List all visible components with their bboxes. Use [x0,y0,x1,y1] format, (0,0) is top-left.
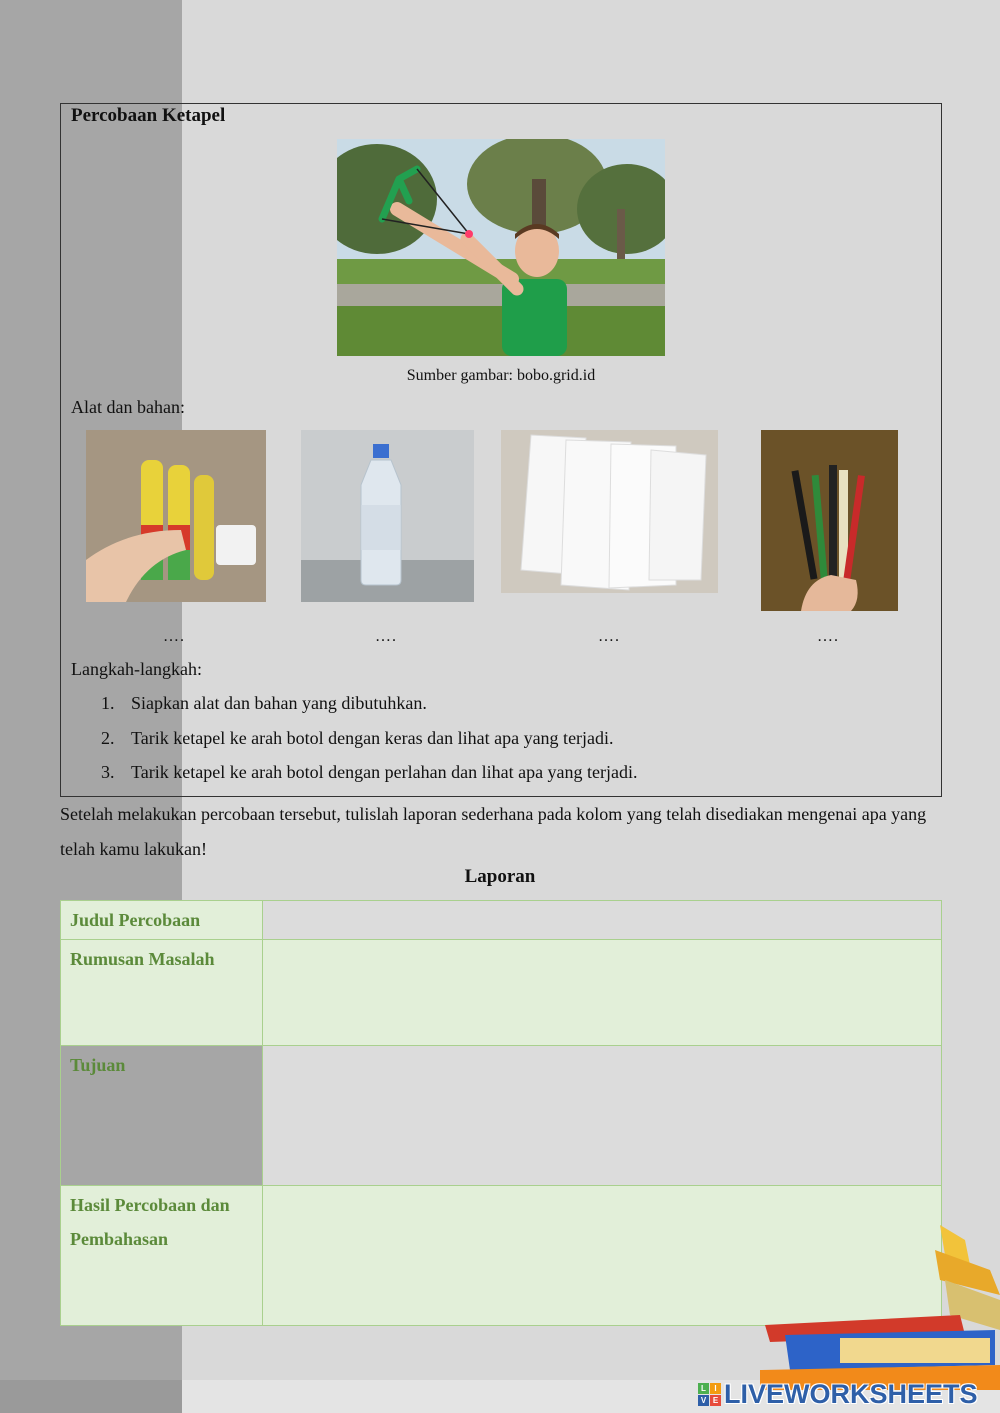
liveworksheets-text: LIVEWORKSHEETS [724,1378,978,1409]
tool-blank-4: …. [817,628,839,645]
instruction-text: Setelah melakukan percobaan tersebut, tulislah laporan sederhana pada kolom yang telah disediakan mengenai apa yang telah kamu lakukan! [60,804,927,859]
row-label-judul: Judul Percobaan [61,901,263,940]
answer-field-rumusan[interactable] [263,940,942,1046]
step-item [101,728,614,749]
step-number: 2. [101,728,115,748]
table-row [61,901,942,940]
step-item [101,762,638,783]
row-label-hasil: Hasil Percobaan dan Pembahasan [61,1186,263,1326]
table-row [61,1046,942,1186]
pens-photo [761,430,898,611]
bottom-gray-strip [0,1380,182,1413]
slingshots-photo [86,430,266,602]
step-item [101,693,427,714]
liveworksheets-logo [698,1378,978,1410]
paper-sheets-photo [501,430,718,593]
step-text: Tarik ketapel ke arah botol dengan keras dan lihat apa yang terjadi. [131,728,614,748]
step-number: 3. [101,762,115,782]
tools-label: Alat dan bahan: [71,397,185,417]
tool-blank-1: …. [163,628,185,645]
steps-label: Langkah-langkah: [71,659,202,679]
row-label-tujuan: Tujuan [61,1046,263,1186]
answer-field-judul[interactable] [263,901,942,940]
step-number: 1. [101,693,115,713]
row-label-rumusan: Rumusan Masalah [61,940,263,1046]
step-text: Siapkan alat dan bahan yang dibutuhkan. [131,693,427,713]
experiment-title: Percobaan Ketapel [71,105,226,126]
books-decoration [760,1220,1000,1390]
table-row [61,940,942,1046]
answer-field-tujuan[interactable] [263,1046,942,1186]
image-caption: Sumber gambar: bobo.grid.id [406,367,596,384]
tool-blank-2: …. [375,628,397,645]
tool-blank-3: …. [598,628,620,645]
liveworksheets-badge-icon: L I V E [698,1383,721,1406]
step-text: Tarik ketapel ke arah botol dengan perlahan dan lihat apa yang terjadi. [131,762,638,782]
experiment-box [60,103,942,797]
report-title: Laporan [464,866,536,887]
slingshot-boy-photo [337,139,665,356]
plastic-bottle-photo [301,430,474,602]
